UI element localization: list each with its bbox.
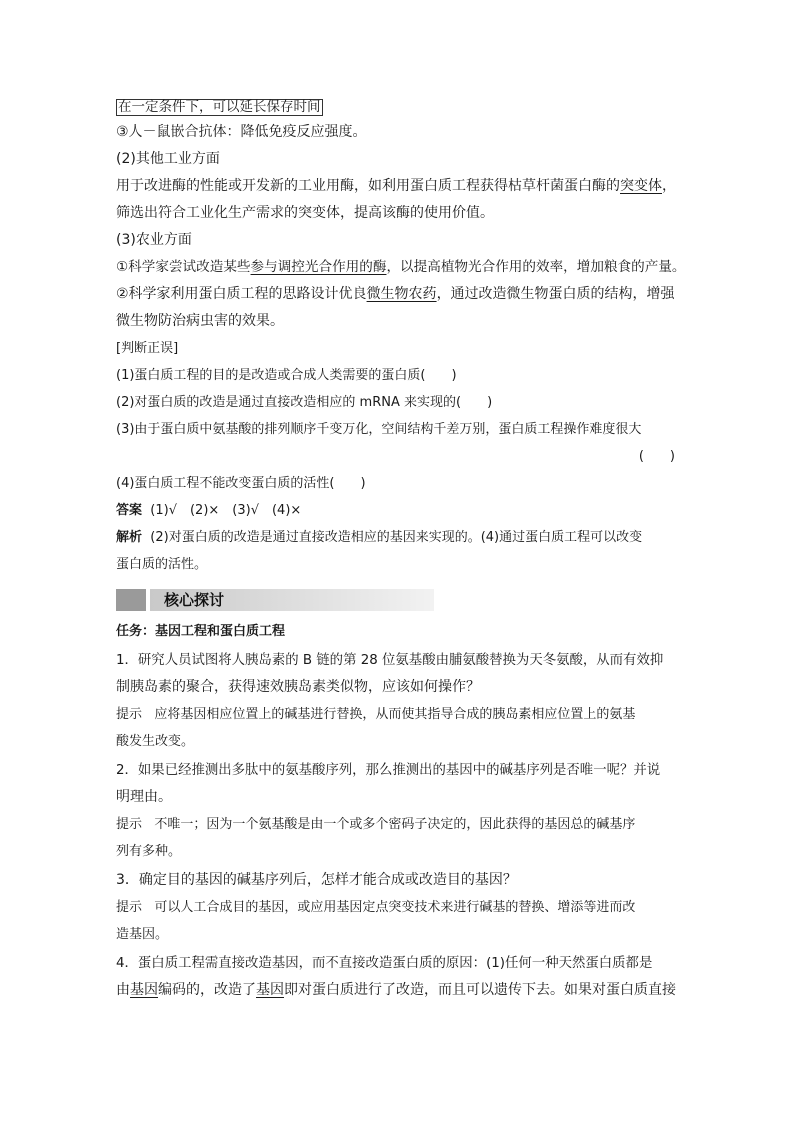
explain-text: (2)对蛋白质的改造是通过直接改造相应的基因来实现的。(4)通过蛋白质工程可以改变 (150, 530, 643, 545)
explain-line-2: 蛋白质的活性。 (116, 557, 208, 572)
document-page (116, 95, 686, 1003)
agriculture-item-2-cont: 微生物防治病虫害的效果。 (116, 313, 284, 329)
section-title: 核心探讨 (164, 591, 225, 609)
judge-q3: (3)由于蛋白质中氨基酸的排列顺序千变万化，空间结构千差万别，蛋白质工程操作难度很大 (116, 422, 642, 437)
text-run: 即对蛋白质进行了改造，而且可以遗传下去。如果对蛋白质直接 (284, 982, 676, 998)
text-run: ②科学家利用蛋白质工程的思路设计优良 (116, 286, 367, 302)
industry-heading: (2)其他工业方面 (116, 151, 220, 167)
hint-text: 不唯一；因为一个氨基酸是由一个或多个密码子决定的，因此获得的基因总的碱基序 (154, 817, 636, 832)
question-4-line-2 (116, 978, 681, 1003)
hint-3-line-1 (116, 895, 681, 920)
boxed-line (116, 95, 681, 120)
item-3: ③人－鼠嵌合抗体：降低免疫反应强度。 (116, 124, 367, 140)
question-3: 3．确定目的基因的碱基序列后，怎样才能合成或改造目的基因？ (116, 872, 517, 888)
judge-q4: (4)蛋白质工程不能改变蛋白质的活性( ) (116, 476, 366, 491)
judge-heading: [判断正误] (116, 341, 179, 356)
explain-line-1 (116, 525, 681, 550)
text-run: ①科学家尝试改造某些 (116, 259, 251, 275)
underlined-term: 基因 (256, 982, 284, 998)
answer-label: 答案 (116, 503, 143, 518)
judge-q2: (2)对蛋白质的改造是通过直接改造相应的 mRNA 来实现的( ) (116, 395, 493, 410)
hint-text: 可以人工合成目的基因，或应用基因定点突变技术来进行碱基的替换、增添等进而改 (154, 900, 636, 915)
underlined-term: 基因 (130, 982, 158, 998)
underlined-term: 突变体 (620, 178, 662, 194)
text-run: ，通过改造微生物蛋白质的结构，增强 (436, 286, 675, 302)
underlined-term: 微生物农药 (366, 286, 437, 302)
agriculture-item-1 (116, 255, 686, 280)
boxed-text: 在一定条件下，可以延长保存时间 (118, 99, 321, 115)
hint-1-line-2: 酸发生改变。 (116, 734, 195, 749)
industry-paragraph-line-2: 筛选出符合工业化生产需求的突变体，提高该酶的使用价值。 (116, 205, 494, 221)
hint-1-line-1 (116, 702, 681, 727)
question-1-line-1: 1．研究人员试图将人胰岛素的 B 链的第 28 位氨基酸由脯氨酸替换为天冬氨酸，从而有效抑 (116, 653, 664, 668)
text-run: ，以提高植物光合作用的效率，增加粮食的产量。 (386, 259, 686, 275)
question-1-line-2: 制胰岛素的聚合，获得速效胰岛素类似物，应该如何操作？ (116, 679, 480, 695)
hint-label: 提示 (116, 817, 143, 832)
judge-q1: (1)蛋白质工程的目的是改造或合成人类需要的蛋白质( ) (116, 368, 457, 383)
hint-label: 提示 (116, 900, 143, 915)
hint-label: 提示 (116, 707, 143, 722)
judge-q3-paren: ( ) (638, 449, 675, 464)
question-2-line-2: 明理由。 (116, 789, 172, 805)
underlined-term: 参与调控光合作用的酶 (250, 259, 387, 275)
answer-text: (1)√ (2)× (3)√ (4)× (150, 503, 302, 518)
text-run: 编码的，改造了 (158, 982, 256, 998)
hint-2-line-2: 列有多种。 (116, 844, 182, 859)
hint-3-line-2: 造基因。 (116, 927, 169, 942)
text-run: 由 (116, 982, 130, 998)
question-2-line-1: 2．如果已经推测出多肽中的氨基酸序列，那么推测出的基因中的碱基序列是否唯一呢？并说 (116, 763, 661, 778)
explain-label: 解析 (116, 530, 143, 545)
question-4-line-1: 4．蛋白质工程需直接改造基因，而不直接改造蛋白质的原因：(1)任何一种天然蛋白质都是 (116, 956, 653, 971)
agriculture-item-2 (116, 282, 681, 307)
text-run: ， (662, 178, 676, 194)
hint-text: 应将基因相应位置上的碱基进行替换，从而使其指导合成的胰岛素相应位置上的氨基 (154, 707, 636, 722)
agriculture-heading: (3)农业方面 (116, 232, 192, 248)
industry-paragraph-line-1 (116, 174, 681, 199)
task-title: 任务：基因工程和蛋白质工程 (116, 624, 286, 639)
hint-2-line-1 (116, 812, 681, 837)
text-run: 用于改进酶的性能或开发新的工业用酶，如利用蛋白质工程获得枯草杆菌蛋白酶的 (116, 178, 620, 194)
section-banner (116, 589, 434, 611)
answer-line (116, 498, 681, 523)
